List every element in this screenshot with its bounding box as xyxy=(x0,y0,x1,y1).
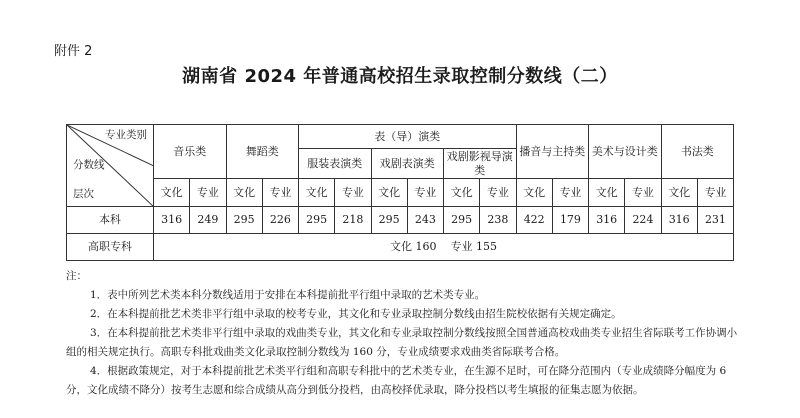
score-cell: 249 xyxy=(190,207,226,234)
score-cell: 422 xyxy=(516,207,552,234)
score-cell: 218 xyxy=(335,207,371,234)
cat-film: 戏剧影视导演类 xyxy=(444,149,517,179)
row-label-vocational: 高职专科 xyxy=(67,234,154,261)
diagonal-header-cell xyxy=(67,125,154,207)
note-item: 3．在本科提前批艺术类非平行组中录取的戏曲类专业，其文化和专业录取控制分数线按照全国普通高校戏曲类专业招生省际联考工作协调小组的相关规定执行。高职专科批戏曲类文化录取控制分数线为 160 分，专业成绩要求戏曲类省际联考合格。 xyxy=(66,327,738,358)
sub-culture: 文化 xyxy=(661,179,697,207)
corner-category-label: 专业类别 xyxy=(105,129,147,141)
sub-major: 专业 xyxy=(190,179,226,207)
score-cell: 316 xyxy=(589,207,625,234)
sub-culture: 文化 xyxy=(299,179,335,207)
cat-broadcast: 播音与主持类 xyxy=(516,125,589,179)
score-cell: 295 xyxy=(299,207,335,234)
sub-major: 专业 xyxy=(335,179,371,207)
sub-culture: 文化 xyxy=(226,179,262,207)
score-cell: 224 xyxy=(625,207,661,234)
page-title: 湖南省 2024 年普通高校招生录取控制分数线（二） xyxy=(182,66,618,87)
corner-score-label: 分数线 xyxy=(73,159,105,171)
attachment-label: 附件 2 xyxy=(54,44,93,59)
sub-major: 专业 xyxy=(407,179,443,207)
notes-heading: 注： xyxy=(66,270,87,282)
score-cell: 226 xyxy=(262,207,298,234)
sub-culture: 文化 xyxy=(516,179,552,207)
score-cell: 295 xyxy=(226,207,262,234)
score-cell: 179 xyxy=(552,207,588,234)
corner-level-label: 层次 xyxy=(73,188,94,200)
cat-performance: 表（导）演类 xyxy=(299,125,517,149)
row-label-undergrad: 本科 xyxy=(67,207,154,234)
sub-major: 专业 xyxy=(480,179,516,207)
sub-culture: 文化 xyxy=(371,179,407,207)
vocational-score-cell: 文化 160 专业 155 xyxy=(154,234,734,261)
cat-dance: 舞蹈类 xyxy=(226,125,299,179)
cat-music: 音乐类 xyxy=(154,125,227,179)
score-cell: 243 xyxy=(407,207,443,234)
sub-culture: 文化 xyxy=(589,179,625,207)
sub-major: 专业 xyxy=(697,179,733,207)
note-item: 4．根据政策规定，对于本科提前批艺术类平行组和高职专科批中的艺术类专业，在生源不足时，可在降分范围内（专业成绩降分幅度为 6分，文化成绩不降分）按考生志愿和综合成绩从高分到低分投档，由高校择优录取，降分投档以考生填报的征集志愿为依据。 xyxy=(66,365,727,396)
sub-major: 专业 xyxy=(625,179,661,207)
notes-section xyxy=(66,267,746,400)
cat-costume: 服装表演类 xyxy=(299,149,372,179)
sub-major: 专业 xyxy=(552,179,588,207)
note-item: 2．在本科提前批艺术类非平行组中录取的校考专业，其文化和专业录取控制分数线由招生院校依据有关规定确定。 xyxy=(90,308,622,320)
sub-culture: 文化 xyxy=(154,179,190,207)
sub-major: 专业 xyxy=(262,179,298,207)
score-cell: 295 xyxy=(444,207,480,234)
cat-drama: 戏剧表演类 xyxy=(371,149,444,179)
score-cell: 295 xyxy=(371,207,407,234)
cat-calligraphy: 书法类 xyxy=(661,125,734,179)
score-cell: 231 xyxy=(697,207,733,234)
score-table xyxy=(66,124,734,261)
cat-art: 美术与设计类 xyxy=(589,125,662,179)
score-cell: 316 xyxy=(661,207,697,234)
sub-culture: 文化 xyxy=(444,179,480,207)
score-cell: 238 xyxy=(480,207,516,234)
score-cell: 316 xyxy=(154,207,190,234)
note-item: 1．表中所列艺术类本科分数线适用于安排在本科提前批平行组中录取的艺术类专业。 xyxy=(90,289,486,301)
